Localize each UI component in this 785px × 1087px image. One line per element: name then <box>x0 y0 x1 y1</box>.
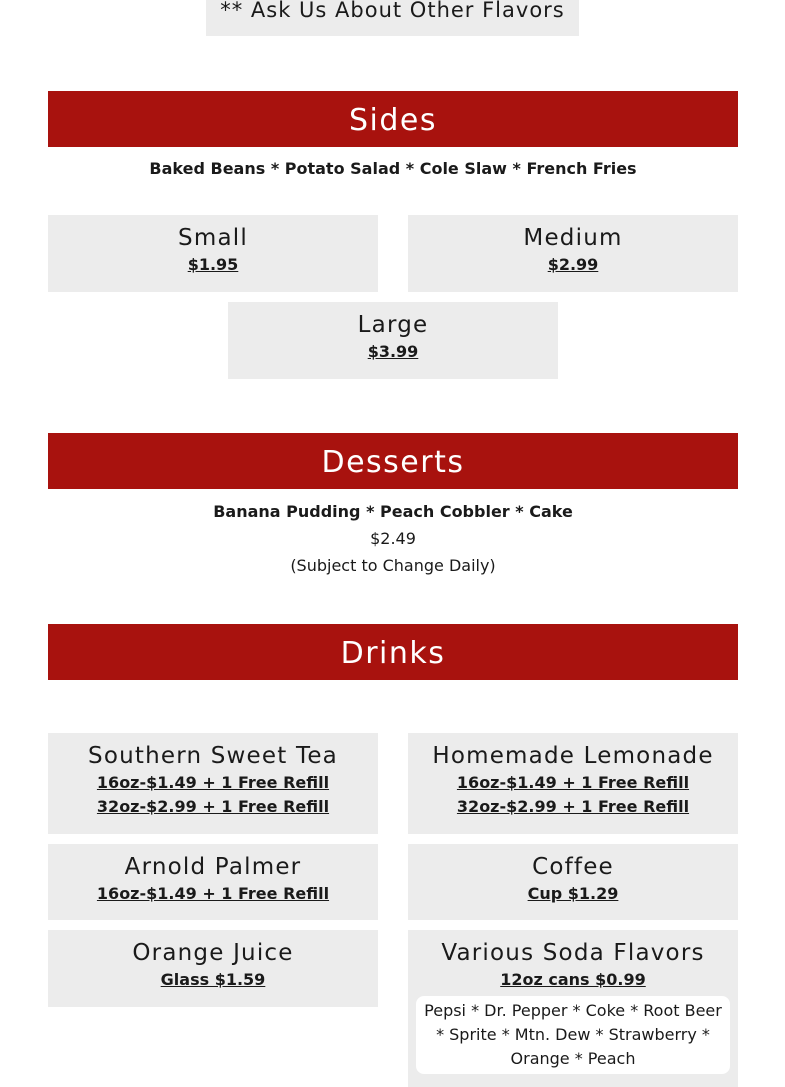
size-name: Medium <box>523 225 623 251</box>
side-size-small <box>48 215 378 292</box>
size-price[interactable]: $2.99 <box>547 255 599 274</box>
drink-price[interactable]: 16oz-$1.49 + 1 Free Refill <box>96 884 330 903</box>
drink-name: Various Soda Flavors <box>441 940 705 966</box>
desserts-price: $2.49 <box>370 529 416 548</box>
drink-card-sweet-tea <box>48 733 378 834</box>
sides-header: Sides <box>48 91 738 147</box>
soda-flavor-list: Pepsi * Dr. Pepper * Coke * Root Beer * Sprite * Mtn. Dew * Strawberry * Orange * Peach <box>416 996 730 1074</box>
drink-price[interactable]: 16oz-$1.49 + 1 Free Refill <box>456 773 690 792</box>
drink-card-arnold-palmer <box>48 844 378 920</box>
size-name: Large <box>357 312 429 338</box>
drink-name: Southern Sweet Tea <box>88 743 338 769</box>
drink-name: Orange Juice <box>132 940 294 966</box>
drink-price[interactable]: Glass $1.59 <box>160 970 266 989</box>
drink-card-orange-juice <box>48 930 378 1007</box>
drink-name: Coffee <box>532 854 614 880</box>
drink-card-soda <box>408 930 738 1087</box>
drink-price[interactable]: 12oz cans $0.99 <box>500 970 646 989</box>
size-price[interactable]: $3.99 <box>367 342 419 361</box>
side-size-medium <box>408 215 738 292</box>
side-size-large <box>228 302 558 379</box>
drink-price[interactable]: 16oz-$1.49 + 1 Free Refill <box>96 773 330 792</box>
desserts-items: Banana Pudding * Peach Cobbler * Cake <box>213 502 573 521</box>
size-price[interactable]: $1.95 <box>187 255 239 274</box>
drink-name: Arnold Palmer <box>124 854 302 880</box>
other-flavors-banner: ** Ask Us About Other Flavors <box>206 0 579 36</box>
drink-name: Homemade Lemonade <box>432 743 714 769</box>
sides-items: Baked Beans * Potato Salad * Cole Slaw * French Fries <box>149 159 637 178</box>
desserts-note: (Subject to Change Daily) <box>290 556 496 575</box>
desserts-header: Desserts <box>48 433 738 489</box>
drink-price[interactable]: 32oz-$2.99 + 1 Free Refill <box>96 797 330 816</box>
drink-card-coffee <box>408 844 738 920</box>
drink-price[interactable]: 32oz-$2.99 + 1 Free Refill <box>456 797 690 816</box>
drink-price[interactable]: Cup $1.29 <box>527 884 619 903</box>
size-name: Small <box>178 225 248 251</box>
drinks-header: Drinks <box>48 624 738 680</box>
drink-card-lemonade <box>408 733 738 834</box>
